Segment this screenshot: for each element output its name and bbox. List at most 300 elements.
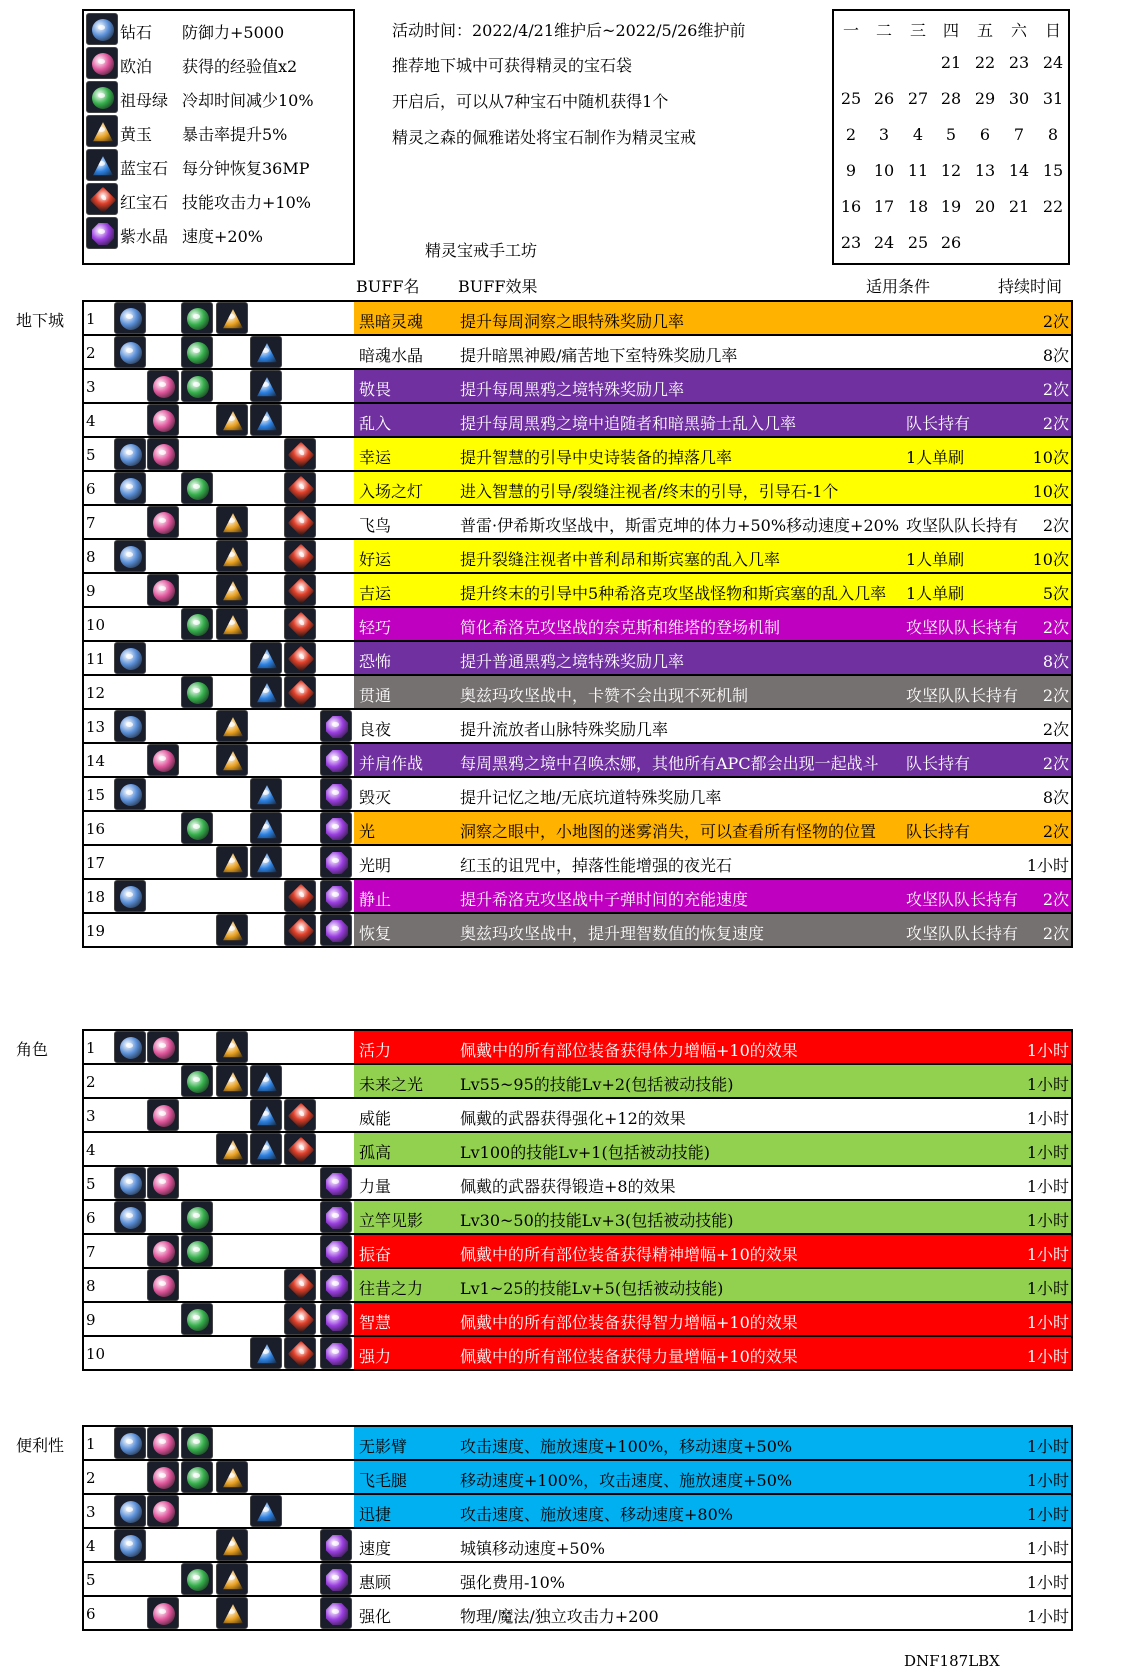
- table-row: [84, 506, 1073, 540]
- buff-duration: 2次: [1042, 720, 1069, 739]
- amethyst-gem-icon: [320, 1529, 352, 1561]
- table-row: [84, 404, 1073, 438]
- table-row: [84, 1427, 1073, 1461]
- sapphire-gem-icon: [250, 1065, 282, 1097]
- table-row: [84, 642, 1073, 676]
- topaz-gem-icon: [216, 1065, 248, 1097]
- buff-effect: 提升希洛克攻坚战中子弹时间的充能速度: [460, 890, 749, 909]
- table-row: [84, 846, 1073, 880]
- sapphire-gem-icon: [250, 1099, 282, 1131]
- calendar-day: 13: [974, 161, 996, 180]
- ruby-gem-icon: [284, 914, 316, 946]
- buff-effect: 提升每周黑鸦之境特殊奖励几率: [460, 380, 685, 399]
- opal-gem-icon: [147, 370, 179, 402]
- table-row: [84, 778, 1073, 812]
- calendar-weekday: 六: [1010, 21, 1027, 40]
- buff-duration: 1小时: [1026, 1245, 1069, 1264]
- table-row: [84, 336, 1073, 370]
- calendar-day: 27: [907, 89, 929, 108]
- calendar-day: 25: [840, 89, 862, 108]
- buff-duration: 1小时: [1026, 1177, 1069, 1196]
- row-number: 10: [86, 616, 106, 634]
- row-number: 7: [86, 1243, 96, 1261]
- calendar-day: 8: [1047, 125, 1059, 144]
- buff-duration: 2次: [1042, 516, 1069, 535]
- row-number: 8: [86, 1277, 96, 1295]
- table-row: [84, 1031, 1073, 1065]
- gem-effect: 冷却时间减少10%: [182, 91, 314, 110]
- opal-gem-icon: [147, 574, 179, 606]
- diamond-gem-icon: [114, 302, 146, 334]
- row-number: 11: [86, 650, 106, 668]
- buff-condition: 攻坚队队长持有: [906, 686, 1019, 705]
- calendar-day: 29: [974, 89, 996, 108]
- calendar-weekday: 三: [909, 21, 926, 40]
- buff-name: 入场之灯: [359, 482, 424, 501]
- table-row: [84, 1495, 1073, 1529]
- buff-name: 并肩作战: [359, 754, 424, 773]
- topaz-gem-icon: [216, 914, 248, 946]
- diamond-gem-icon: [114, 1031, 146, 1063]
- buff-effect: 奥兹玛攻坚战中，卡赞不会出现不死机制: [460, 686, 749, 705]
- emerald-gem-icon: [181, 1201, 213, 1233]
- calendar-day: 21: [1008, 197, 1030, 216]
- buff-name: 活力: [359, 1041, 392, 1060]
- buff-duration: 1小时: [1026, 1607, 1069, 1626]
- section-label: 角色: [16, 1040, 49, 1059]
- row-number: 2: [86, 1469, 96, 1487]
- buff-duration: 1小时: [1026, 1347, 1069, 1366]
- table-row: [84, 1303, 1073, 1337]
- buff-name: 威能: [359, 1109, 392, 1128]
- topaz-gem-icon: [216, 846, 248, 878]
- diamond-gem-icon: [114, 438, 146, 470]
- ruby-gem-icon: [284, 438, 316, 470]
- buff-name: 力量: [359, 1177, 392, 1196]
- row-number: 17: [86, 854, 106, 872]
- buff-effect: Lv100的技能Lv+1(包括被动技能): [460, 1143, 710, 1162]
- legend-row: [84, 148, 354, 182]
- calendar-day: 26: [940, 233, 962, 252]
- buff-name: 强力: [359, 1347, 392, 1366]
- buff-duration: 2次: [1042, 890, 1069, 909]
- opal-gem-icon: [147, 1269, 179, 1301]
- topaz-gem-icon: [216, 1031, 248, 1063]
- buff-name: 毁灭: [359, 788, 392, 807]
- legend-row: [84, 114, 354, 148]
- emerald-gem-icon: [181, 472, 213, 504]
- buff-effect: 提升智慧的引导中史诗装备的掉落几率: [460, 448, 733, 467]
- calendar-day: 15: [1042, 161, 1064, 180]
- buff-condition: 1人单刷: [906, 448, 965, 467]
- topaz-gem-icon: [216, 744, 248, 776]
- buff-duration: 1小时: [1026, 1211, 1069, 1230]
- buff-name: 立竿见影: [359, 1211, 424, 1230]
- buff-condition: 1人单刷: [906, 584, 965, 603]
- diamond-gem-icon: [114, 642, 146, 674]
- table-row: [84, 812, 1073, 846]
- buff-duration: 2次: [1042, 686, 1069, 705]
- buff-effect: 佩戴中的所有部位装备获得智力增幅+10的效果: [460, 1313, 798, 1332]
- calendar-day: 24: [1042, 53, 1064, 72]
- buff-effect: 提升流放者山脉特殊奖励几率: [460, 720, 669, 739]
- diamond-gem-icon: [114, 472, 146, 504]
- topaz-gem-icon: [216, 1133, 248, 1165]
- buff-duration: 8次: [1042, 652, 1069, 671]
- calendar-day: 23: [1008, 53, 1030, 72]
- buff-name: 好运: [359, 550, 392, 569]
- topaz-gem-icon: [216, 1461, 248, 1493]
- amethyst-gem-icon: [320, 1303, 352, 1335]
- table-row: [84, 370, 1073, 404]
- emerald-gem-icon: [181, 1235, 213, 1267]
- row-number: 4: [86, 412, 96, 430]
- calendar-day: 9: [845, 161, 857, 180]
- calendar-day: 2: [845, 125, 857, 144]
- buff-effect: 每周黑鸦之境中召唤杰娜，其他所有APC都会出现一起战斗: [460, 754, 879, 773]
- row-number: 8: [86, 548, 96, 566]
- buff-effect: 简化希洛克攻坚战的奈克斯和维塔的登场机制: [460, 618, 781, 637]
- buff-name: 智慧: [359, 1313, 392, 1332]
- buff-name: 光明: [359, 856, 392, 875]
- row-number: 13: [86, 718, 106, 736]
- info-line-2: 推荐地下城中可获得精灵的宝石袋: [392, 56, 633, 75]
- calendar-weekday: 二: [875, 21, 892, 40]
- table-row: [84, 1461, 1073, 1495]
- watermark: DNF187LBX: [904, 1652, 1000, 1670]
- buff-name: 良夜: [359, 720, 392, 739]
- table-row: [84, 1099, 1073, 1133]
- buff-name: 乱入: [359, 414, 392, 433]
- diamond-gem-icon: [114, 1427, 146, 1459]
- emerald-gem-icon: [181, 302, 213, 334]
- row-number: 10: [86, 1345, 106, 1363]
- calendar-day: 5: [945, 125, 957, 144]
- calendar-day: 7: [1013, 125, 1025, 144]
- row-number: 5: [86, 1175, 96, 1193]
- buff-duration: 2次: [1042, 754, 1069, 773]
- row-number: 1: [86, 1039, 96, 1057]
- ruby-gem-icon: [284, 1099, 316, 1131]
- opal-gem-icon: [147, 1427, 179, 1459]
- calendar-day: 22: [1042, 197, 1064, 216]
- buff-duration: 1小时: [1026, 856, 1069, 875]
- calendar-day: 6: [979, 125, 991, 144]
- buff-effect: 攻击速度、施放速度+100%，移动速度+50%: [460, 1437, 793, 1456]
- opal-gem-icon: [147, 744, 179, 776]
- emerald-gem-icon: [181, 1065, 213, 1097]
- table-row: [84, 1167, 1073, 1201]
- row-number: 6: [86, 1209, 96, 1227]
- table-row: [84, 1529, 1073, 1563]
- gem-name: 紫水晶: [120, 227, 169, 246]
- buff-duration: 1小时: [1026, 1437, 1069, 1456]
- row-number: 9: [86, 1311, 96, 1329]
- table-row: [84, 574, 1073, 608]
- calendar-weekday: 一: [842, 21, 859, 40]
- legend-row: [84, 216, 354, 250]
- buff-effect: 提升裂缝注视者中普利昂和斯宾塞的乱入几率: [460, 550, 781, 569]
- diamond-gem-icon: [114, 336, 146, 368]
- row-number: 1: [86, 1435, 96, 1453]
- topaz-gem-icon: [216, 608, 248, 640]
- ruby-gem-icon: [284, 676, 316, 708]
- event-time: 活动时间：2022/4/21维护后~2022/5/26维护前: [392, 21, 746, 40]
- buff-duration: 1小时: [1026, 1041, 1069, 1060]
- amethyst-gem-icon: [320, 744, 352, 776]
- buff-duration: 2次: [1042, 924, 1069, 943]
- buff-name: 速度: [359, 1539, 392, 1558]
- table-row: [84, 1133, 1073, 1167]
- gem-effect: 速度+20%: [182, 227, 263, 246]
- topaz-gem-icon: [216, 574, 248, 606]
- workshop-title: 精灵宝戒手工坊: [425, 241, 538, 260]
- calendar-day: 18: [907, 197, 929, 216]
- emerald-gem-icon: [181, 336, 213, 368]
- legend-row: [84, 80, 354, 114]
- buff-condition: 攻坚队队长持有: [906, 890, 1019, 909]
- buff-duration: 10次: [1032, 482, 1069, 501]
- legend-row: [84, 46, 354, 80]
- calendar-day: 10: [873, 161, 895, 180]
- opal-gem-icon: [147, 438, 179, 470]
- buff-name: 飞毛腿: [359, 1471, 408, 1490]
- row-number: 15: [86, 786, 106, 804]
- col-buff-name: BUFF名: [356, 277, 420, 296]
- buff-duration: 1小时: [1026, 1539, 1069, 1558]
- gem-legend: [82, 9, 355, 265]
- calendar-day: 4: [912, 125, 924, 144]
- buff-duration: 10次: [1032, 550, 1069, 569]
- buff-name: 恐怖: [359, 652, 392, 671]
- buff-effect: 移动速度+100%，攻击速度、施放速度+50%: [460, 1471, 793, 1490]
- row-number: 4: [86, 1537, 96, 1555]
- table-row: [84, 710, 1073, 744]
- gem-name: 欧泊: [120, 57, 153, 76]
- buff-condition: 队长持有: [906, 754, 971, 773]
- gem-effect: 防御力+5000: [182, 23, 285, 42]
- gem-name: 祖母绿: [120, 91, 169, 110]
- gem-name: 黄玉: [120, 125, 153, 144]
- calendar-day: 20: [974, 197, 996, 216]
- opal-gem-icon: [86, 47, 118, 79]
- row-number: 14: [86, 752, 106, 770]
- row-number: 7: [86, 514, 96, 532]
- sapphire-gem-icon: [250, 1495, 282, 1527]
- calendar-day: 28: [940, 89, 962, 108]
- ruby-gem-icon: [284, 1269, 316, 1301]
- diamond-gem-icon: [114, 1201, 146, 1233]
- buff-name: 往昔之力: [359, 1279, 424, 1298]
- diamond-gem-icon: [114, 1495, 146, 1527]
- diamond-gem-icon: [114, 540, 146, 572]
- buff-effect: 攻击速度、施放速度、移动速度+80%: [460, 1505, 733, 1524]
- calendar-day: 14: [1008, 161, 1030, 180]
- table-row: [84, 1337, 1073, 1371]
- info-line-3: 开启后，可以从7种宝石中随机获得1个: [392, 92, 669, 111]
- sapphire-gem-icon: [250, 1337, 282, 1369]
- opal-gem-icon: [147, 1597, 179, 1629]
- calendar-day: 19: [940, 197, 962, 216]
- buff-name: 吉运: [359, 584, 392, 603]
- row-number: 19: [86, 922, 106, 940]
- buff-name: 迅捷: [359, 1505, 392, 1524]
- row-number: 5: [86, 1571, 96, 1589]
- emerald-gem-icon: [181, 370, 213, 402]
- opal-gem-icon: [147, 404, 179, 436]
- calendar-day: 31: [1042, 89, 1064, 108]
- buff-effect: 佩戴的武器获得锻造+8的效果: [460, 1177, 676, 1196]
- table-row: [84, 880, 1073, 914]
- buff-effect: 提升每周洞察之眼特殊奖励几率: [460, 312, 685, 331]
- buff-duration: 1小时: [1026, 1143, 1069, 1162]
- row-number: 6: [86, 480, 96, 498]
- buff-effect: 佩戴中的所有部位装备获得力量增幅+10的效果: [460, 1347, 798, 1366]
- table-row: [84, 1065, 1073, 1099]
- legend-row: [84, 12, 354, 46]
- row-number: 16: [86, 820, 106, 838]
- buff-table: [82, 1029, 1073, 1371]
- buff-table: [82, 300, 1073, 948]
- buff-effect: 佩戴的武器获得强化+12的效果: [460, 1109, 686, 1128]
- sapphire-gem-icon: [250, 812, 282, 844]
- row-number: 5: [86, 446, 96, 464]
- buff-duration: 8次: [1042, 788, 1069, 807]
- buff-duration: 1小时: [1026, 1279, 1069, 1298]
- gem-effect: 每分钟恢复36MP: [182, 159, 310, 178]
- buff-name: 幸运: [359, 448, 392, 467]
- col-condition: 适用条件: [866, 277, 931, 296]
- topaz-gem-icon: [216, 1563, 248, 1595]
- buff-name: 惠顾: [359, 1573, 392, 1592]
- row-number: 9: [86, 582, 96, 600]
- calendar-day: 17: [873, 197, 895, 216]
- ruby-gem-icon: [284, 1337, 316, 1369]
- buff-duration: 2次: [1042, 822, 1069, 841]
- gem-name: 红宝石: [120, 193, 169, 212]
- amethyst-gem-icon: [320, 710, 352, 742]
- diamond-gem-icon: [114, 1167, 146, 1199]
- row-number: 3: [86, 378, 96, 396]
- gem-effect: 获得的经验值x2: [182, 57, 298, 76]
- topaz-gem-icon: [86, 115, 118, 147]
- amethyst-gem-icon: [320, 812, 352, 844]
- amethyst-gem-icon: [320, 1167, 352, 1199]
- ruby-gem-icon: [284, 880, 316, 912]
- emerald-gem-icon: [181, 1461, 213, 1493]
- row-number: 4: [86, 1141, 96, 1159]
- buff-effect: 红玉的诅咒中，掉落性能增强的夜光石: [460, 856, 733, 875]
- sapphire-gem-icon: [250, 676, 282, 708]
- buff-name: 光: [359, 822, 376, 841]
- buff-effect: 城镇移动速度+50%: [460, 1539, 605, 1558]
- buff-effect: 物理/魔法/独立攻击力+200: [460, 1607, 659, 1626]
- buff-condition: 1人单刷: [906, 550, 965, 569]
- calendar-day: 22: [974, 53, 996, 72]
- buff-name: 无影臂: [359, 1437, 408, 1456]
- opal-gem-icon: [147, 1235, 179, 1267]
- buff-name: 孤高: [359, 1143, 392, 1162]
- buff-condition: 队长持有: [906, 414, 971, 433]
- row-number: 12: [86, 684, 106, 702]
- amethyst-gem-icon: [320, 778, 352, 810]
- gem-name: 钻石: [120, 23, 153, 42]
- table-row: [84, 438, 1073, 472]
- sapphire-gem-icon: [250, 404, 282, 436]
- sapphire-gem-icon: [250, 370, 282, 402]
- table-row: [84, 608, 1073, 642]
- buff-effect: 提升每周黑鸦之境中追随者和暗黑骑士乱入几率: [460, 414, 797, 433]
- ruby-gem-icon: [284, 1133, 316, 1165]
- emerald-gem-icon: [181, 1303, 213, 1335]
- topaz-gem-icon: [216, 710, 248, 742]
- calendar-day: 24: [873, 233, 895, 252]
- opal-gem-icon: [147, 1167, 179, 1199]
- calendar-weekday: 四: [942, 21, 959, 40]
- calendar-day: 23: [840, 233, 862, 252]
- buff-effect: 强化费用-10%: [460, 1573, 565, 1592]
- buff-name: 恢复: [359, 924, 392, 943]
- diamond-gem-icon: [114, 778, 146, 810]
- buff-duration: 2次: [1042, 380, 1069, 399]
- emerald-gem-icon: [86, 81, 118, 113]
- amethyst-gem-icon: [320, 1563, 352, 1595]
- buff-condition: 队长持有: [906, 822, 971, 841]
- amethyst-gem-icon: [320, 1597, 352, 1629]
- buff-name: 强化: [359, 1607, 392, 1626]
- topaz-gem-icon: [216, 506, 248, 538]
- sapphire-gem-icon: [250, 846, 282, 878]
- buff-effect: Lv30~50的技能Lv+3(包括被动技能): [460, 1211, 734, 1230]
- buff-name: 轻巧: [359, 618, 392, 637]
- table-row: [84, 1597, 1073, 1631]
- table-row: [84, 302, 1073, 336]
- amethyst-gem-icon: [320, 880, 352, 912]
- buff-duration: 1小时: [1026, 1471, 1069, 1490]
- buff-effect: Lv1~25的技能Lv+5(包括被动技能): [460, 1279, 724, 1298]
- calendar-day: 21: [940, 53, 962, 72]
- ruby-gem-icon: [284, 608, 316, 640]
- topaz-gem-icon: [216, 540, 248, 572]
- amethyst-gem-icon: [320, 914, 352, 946]
- buff-effect: 进入智慧的引导/裂缝注视者/终末的引导，引导石-1个: [460, 482, 839, 501]
- table-row: [84, 1269, 1073, 1303]
- buff-condition: 攻坚队队长持有: [906, 618, 1019, 637]
- diamond-gem-icon: [114, 710, 146, 742]
- sapphire-gem-icon: [250, 1133, 282, 1165]
- sapphire-gem-icon: [86, 149, 118, 181]
- amethyst-gem-icon: [320, 1201, 352, 1233]
- legend-row: [84, 182, 354, 216]
- amethyst-gem-icon: [86, 217, 118, 249]
- table-row: [84, 1201, 1073, 1235]
- calendar-weekday: 日: [1044, 21, 1061, 40]
- table-row: [84, 540, 1073, 574]
- buff-name: 静止: [359, 890, 392, 909]
- info-line-4: 精灵之森的佩雅诺处将宝石制作为精灵宝戒: [392, 128, 697, 147]
- amethyst-gem-icon: [320, 1235, 352, 1267]
- buff-effect: 洞察之眼中，小地图的迷雾消失，可以查看所有怪物的位置: [460, 822, 877, 841]
- sapphire-gem-icon: [250, 642, 282, 674]
- ruby-gem-icon: [284, 540, 316, 572]
- buff-duration: 2次: [1042, 312, 1069, 331]
- topaz-gem-icon: [216, 302, 248, 334]
- ruby-gem-icon: [284, 574, 316, 606]
- diamond-gem-icon: [86, 13, 118, 45]
- calendar-day: 11: [907, 161, 929, 180]
- ruby-gem-icon: [284, 506, 316, 538]
- table-row: [84, 1235, 1073, 1269]
